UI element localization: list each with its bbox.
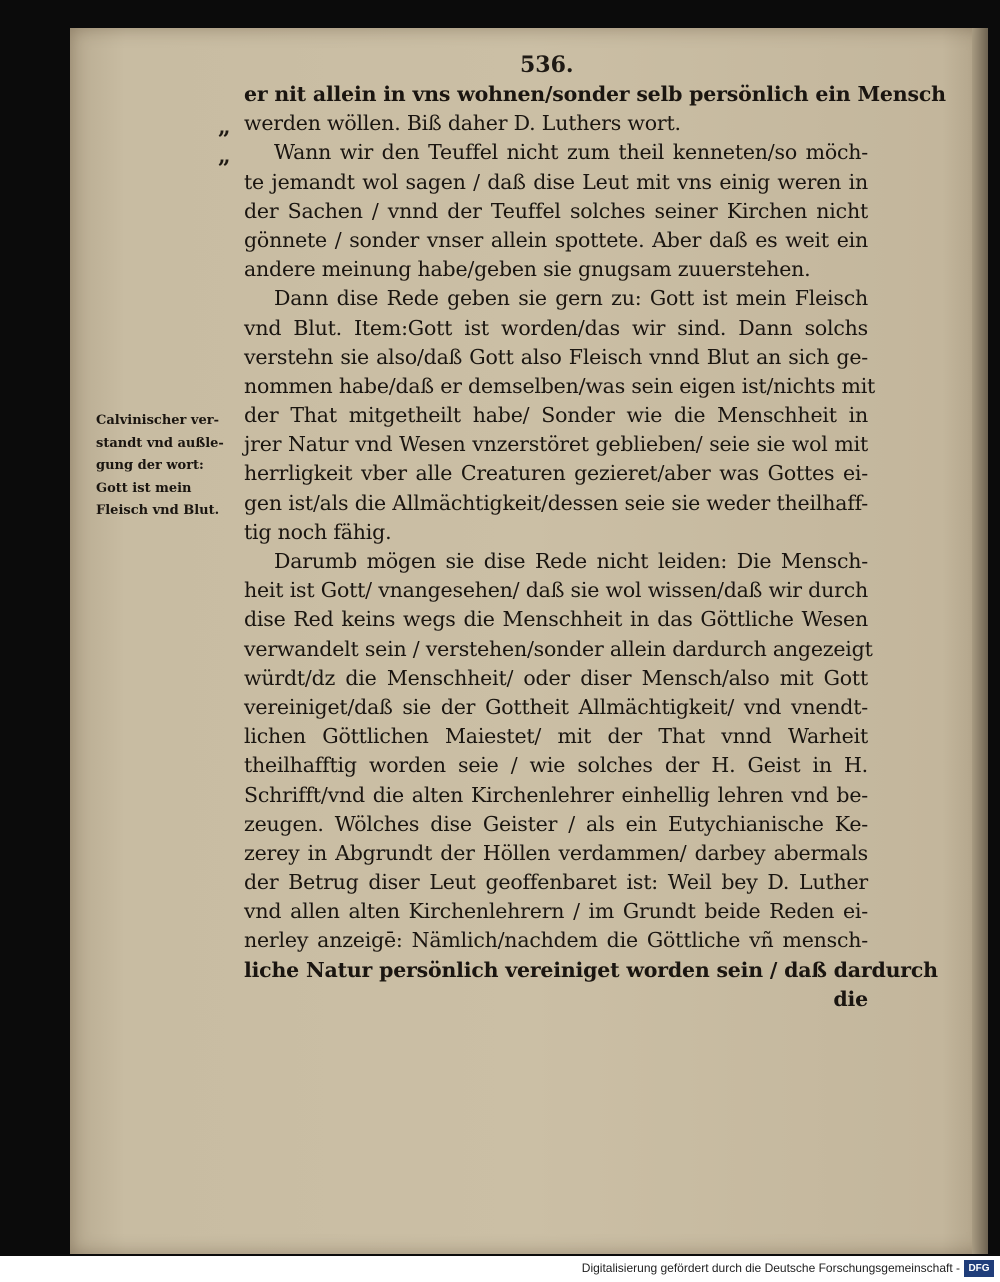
text-line: nerley anzeigē: Nämlich/nachdem die Göttliche vñ mensch- [244,928,868,953]
text-line: Darumb mögen sie dise Rede nicht leiden: Die Mensch- [274,549,868,573]
margin-note-line: Fleisch vnd Blut. [96,503,220,518]
text-line: werden wöllen. Biß daher D. Luthers wort. [244,111,681,136]
text-line: heit ist Gott/ vnangesehen/ daß sie wol wissen/daß wir durch [244,578,868,603]
text-line: der Betrug diser Leut geoffenbaret ist: Weil bey D. Luther [244,870,868,895]
text-line: vnd allen alten Kirchenlehrern / im Grundt beide Reden ei- [244,899,868,924]
margin-note-line: gung der wort: [96,458,204,473]
quote-mark: „ [218,143,231,169]
text-line: verstehn sie also/daß Gott also Fleisch vnnd Blut an sich ge- [244,344,868,369]
main-text [244,80,946,1014]
text-line: jrer Natur vnd Wesen vnzerstöret geblieben/ seie sie wol mit [244,432,868,457]
text-line: theilhafftig worden seie / wie solches der H. Geist in H. [244,753,868,778]
margin-note-line: Calvinischer ver- [96,413,219,428]
text-line: er nit allein in vns wohnen/sonder selb persönlich ein Mensch [244,82,946,106]
page-number: 536. [520,52,574,78]
margin-note-line: Gott ist mein [96,480,192,496]
text-line: lichen Göttlichen Maiestet/ mit der That vnnd Warheit [244,724,868,749]
text-line: der Sachen / vnnd der Teuffel solches seiner Kirchen nicht [244,198,868,223]
text-line: te jemandt wol sagen / daß dise Leut mit vns einig weren in [244,169,868,194]
text-line: würdt/dz die Menschheit/ oder diser Mensch/also mit Gott [244,665,868,690]
dfg-logo: DFG [964,1260,994,1277]
margin-note-line: standt vnd außle- [96,435,224,451]
text-line: verwandelt sein / verstehen/sonder allein dardurch angezeigt [244,636,873,661]
page-spine-shadow [972,28,988,1254]
text-line: gen ist/als die Allmächtigkeit/dessen seie sie weder theilhaff- [244,490,868,515]
quote-mark: „ [218,114,231,140]
text-line: Schrifft/vnd die alten Kirchenlehrer einhellig lehren vnd be- [244,782,868,807]
text-line: der That mitgetheilt habe/ Sonder wie die Menschheit in [244,403,868,428]
text-line: Wann wir den Teuffel nicht zum theil kenneten/so möch- [274,140,868,165]
footer-bar [0,1256,1000,1282]
funding-notice: Digitalisierung gefördert durch die Deutsche Forschungsgemeinschaft - [581,1261,960,1275]
text-line: dise Red keins wegs die Menschheit in das Göttliche Wesen [244,607,868,632]
text-line: liche Natur persönlich vereiniget worden sein / daß dardurch [244,957,938,982]
text-line: zeugen. Wölches dise Geister / als ein Eutychianische Ke- [244,811,868,836]
text-line: tig noch fähig. [244,519,392,544]
text-line: gönnete / sonder vnser allein spottete. Aber daß es weit ein [244,227,868,252]
text-line: vnd Blut. Item:Gott ist worden/das wir sind. Dann solchs [244,315,868,340]
text-line: andere meinung habe/geben sie gnugsam zuuerstehen. [244,257,811,282]
text-line: zerey in Abgrundt der Höllen verdammen/ darbey abermals [244,840,868,865]
catchword: die [833,986,868,1011]
text-line: nommen habe/daß er demselben/was sein eigen ist/nichts mit [244,373,876,398]
text-line: vereiniget/daß sie der Gottheit Allmächtigkeit/ vnd vnendt- [244,694,868,719]
text-line: herrligkeit vber alle Creaturen gezieret/aber was Gottes ei- [244,461,868,486]
text-line: Dann dise Rede geben sie gern zu: Gott ist mein Fleisch [274,286,868,311]
margin-note [96,410,246,523]
